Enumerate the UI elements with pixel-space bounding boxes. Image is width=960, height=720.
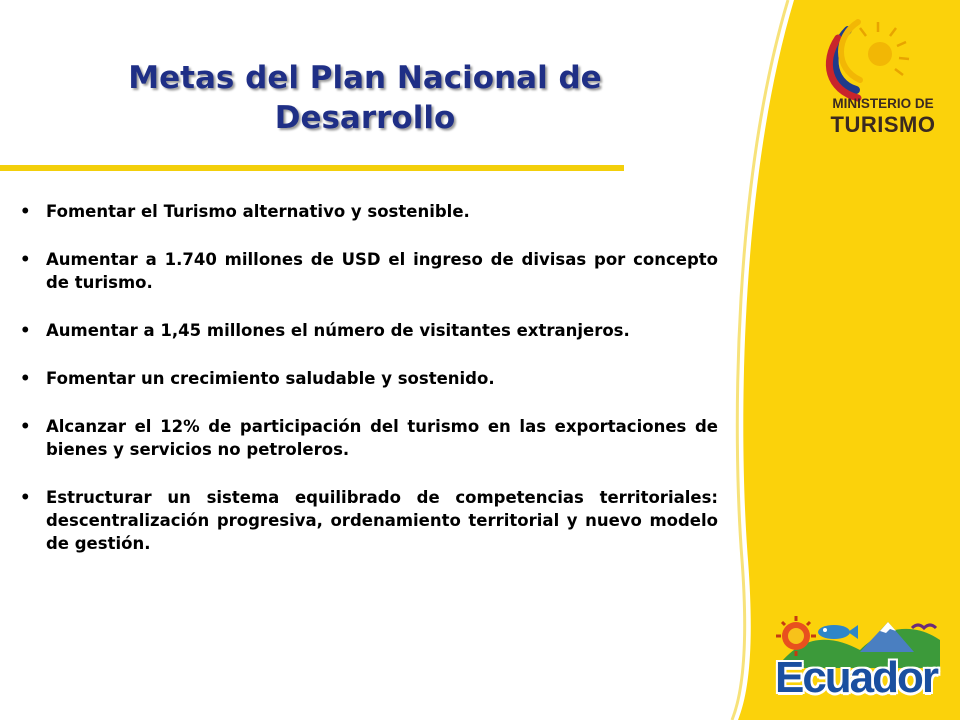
list-item [20, 248, 718, 294]
list-item-text: Fomentar el Turismo alternativo y sostenible. [46, 202, 470, 221]
list-item-text: Fomentar un crecimiento saludable y sostenido. [46, 369, 495, 388]
ministerio-line1: MINISTERIO DE [832, 96, 934, 111]
title-underline [0, 165, 624, 171]
list-item-text: Alcanzar el 12% de participación del turismo en las exportaciones de bienes y servicios no petroleros. [46, 417, 718, 459]
bullet-icon: • [20, 417, 31, 436]
page-title-line2: Desarrollo [274, 100, 456, 136]
goals-list [20, 200, 718, 580]
list-item [20, 486, 718, 555]
list-item [20, 319, 718, 342]
bullet-icon: • [20, 250, 31, 269]
bullet-icon: • [20, 369, 31, 388]
bullet-icon: • [20, 321, 31, 340]
list-item [20, 367, 718, 390]
ecuador-wordmark: Ecuador [774, 653, 938, 702]
list-item [20, 200, 718, 223]
page-title [40, 58, 690, 138]
bullet-icon: • [20, 202, 31, 221]
page-title-line1: Metas del Plan Nacional de [128, 60, 602, 96]
bullet-icon: • [20, 488, 31, 507]
list-item-text: Estructurar un sistema equilibrado de competencias territoriales: descentralización progresiva, ordenamiento territorial y nuevo modelo de gestión. [46, 488, 718, 553]
list-item-text: Aumentar a 1.740 millones de USD el ingreso de divisas por concepto de turismo. [46, 250, 718, 292]
list-item [20, 415, 718, 461]
list-item-text: Aumentar a 1,45 millones el número de visitantes extranjeros. [46, 321, 630, 340]
ministerio-line2: TURISMO [830, 112, 936, 137]
